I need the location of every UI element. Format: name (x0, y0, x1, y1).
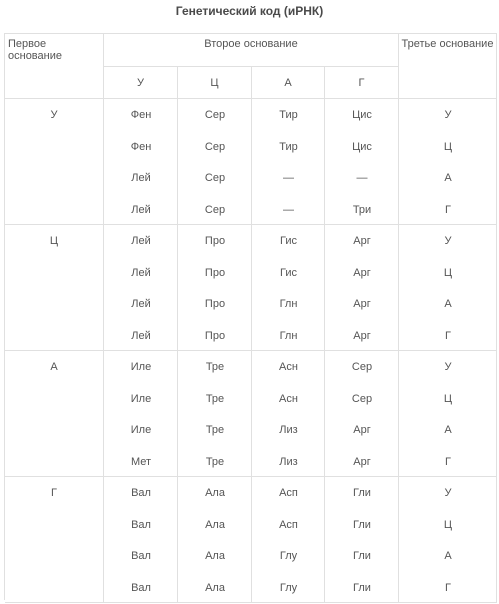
amino-acid-cell: Вал (131, 487, 151, 499)
amino-acid-cell: Сер (204, 172, 226, 185)
amino-acid-cell: Иле (130, 424, 152, 437)
amino-acid-cell: Мет (130, 455, 152, 468)
table-row (5, 572, 497, 604)
table-row (5, 351, 497, 383)
amino-acid-cell: Про (204, 266, 226, 279)
amino-acid-cell: Лей (131, 235, 151, 247)
third-base-cell: У (444, 109, 452, 121)
third-base-cell: Г (445, 203, 451, 216)
amino-acid-cell: Сер (204, 203, 226, 216)
amino-acid-cell: Глн (279, 298, 298, 311)
amino-acid-cell: Сер (204, 109, 226, 121)
header-second-base (104, 34, 399, 67)
amino-acid-cell: Ала (205, 487, 225, 499)
header-third-base (399, 34, 497, 99)
header-second-base-g: Г (325, 67, 399, 99)
table-row (5, 383, 497, 415)
amino-acid-cell: Про (204, 298, 226, 311)
amino-acid-cell: Лей (131, 266, 151, 279)
third-base-cell: У (444, 361, 452, 373)
header-second-base-u: У (104, 67, 178, 99)
amino-acid-cell: Арг (353, 329, 371, 342)
first-base-label: У (50, 109, 58, 121)
amino-acid-cell: Цис (352, 109, 372, 121)
table-row (5, 99, 497, 131)
amino-acid-cell: Вал (131, 550, 151, 563)
amino-acid-cell: Иле (130, 392, 152, 405)
amino-acid-cell: Тре (205, 455, 225, 468)
first-base-label: Г (51, 487, 57, 499)
amino-acid-cell: Асп (279, 487, 298, 499)
amino-acid-cell: Асн (279, 392, 298, 405)
header-second-base-a: А (252, 67, 325, 99)
table-row (5, 194, 497, 226)
amino-acid-cell: Лей (131, 203, 151, 216)
table-row (5, 162, 497, 194)
amino-acid-cell: Лей (131, 329, 151, 342)
third-base-cell: А (444, 424, 452, 437)
table-row (5, 320, 497, 352)
amino-acid-cell: Цис (352, 140, 372, 153)
table-row (5, 131, 497, 163)
third-base-cell: А (444, 550, 452, 563)
table-row (5, 477, 497, 509)
amino-acid-cell: Вал (131, 581, 151, 594)
amino-acid-cell: Арг (353, 455, 371, 468)
amino-acid-cell: Лей (131, 298, 151, 311)
amino-acid-cell: Тре (205, 392, 225, 405)
header-first-label: Первое основание (8, 38, 62, 62)
codon-group (5, 477, 497, 603)
amino-acid-cell: Вал (131, 518, 151, 531)
first-base-label: А (50, 361, 58, 373)
first-base-label: Ц (49, 235, 59, 247)
codon-group (5, 99, 497, 225)
third-base-cell: Ц (443, 392, 453, 405)
amino-acid-cell: Ала (205, 581, 225, 594)
amino-acid-cell: Асп (279, 518, 298, 531)
third-base-cell: Ц (443, 140, 453, 153)
amino-acid-cell: Арг (353, 424, 371, 437)
amino-acid-cell: Глу (279, 581, 298, 594)
header-third-label: Третье основание (401, 38, 494, 50)
amino-acid-cell: Тир (279, 140, 298, 153)
header-second-label: Второе основание (204, 38, 298, 50)
third-base-cell: Г (445, 329, 451, 342)
amino-acid-cell: Гис (280, 266, 297, 279)
header-second-base-c: Ц (178, 67, 252, 99)
amino-acid-cell: Глу (279, 550, 298, 563)
codon-group (5, 351, 497, 477)
table-row (5, 509, 497, 541)
amino-acid-cell: Асн (279, 361, 298, 373)
amino-acid-cell: Гис (280, 235, 297, 247)
third-base-cell: Г (445, 455, 451, 468)
amino-acid-cell: Лиз (279, 455, 298, 468)
amino-acid-cell: Лей (131, 172, 151, 185)
amino-acid-cell: Про (204, 235, 226, 247)
amino-acid-cell: Гли (353, 518, 371, 531)
amino-acid-cell: Ала (205, 550, 225, 563)
amino-acid-cell: Ала (205, 518, 225, 531)
amino-acid-cell: — (283, 203, 294, 216)
table-row (5, 225, 497, 257)
amino-acid-cell: Гли (353, 487, 371, 499)
amino-acid-cell: Арг (353, 235, 371, 247)
third-base-cell: Г (445, 581, 451, 594)
third-base-cell: А (444, 298, 452, 311)
amino-acid-cell: Гли (353, 550, 371, 563)
third-base-cell: У (444, 487, 452, 499)
third-base-cell: Ц (443, 518, 453, 531)
amino-acid-cell: Тир (279, 109, 298, 121)
amino-acid-cell: Гли (353, 581, 371, 594)
amino-acid-cell: Фен (130, 109, 152, 121)
amino-acid-cell: Три (352, 203, 372, 216)
amino-acid-cell: Сер (204, 140, 226, 153)
table-row (5, 540, 497, 572)
amino-acid-cell: — (356, 172, 368, 185)
header-first-base (5, 34, 104, 99)
amino-acid-cell: Сер (351, 392, 373, 405)
amino-acid-cell: Лиз (279, 424, 298, 437)
genetic-code-table (4, 33, 497, 600)
amino-acid-cell: — (283, 172, 294, 185)
table-row (5, 257, 497, 289)
third-base-cell: Ц (443, 266, 453, 279)
amino-acid-cell: Арг (353, 298, 371, 311)
table-row (5, 414, 497, 446)
amino-acid-cell: Фен (130, 140, 152, 153)
third-base-cell: А (444, 172, 452, 185)
table-row (5, 446, 497, 478)
amino-acid-cell: Арг (353, 266, 371, 279)
page-title: Генетический код (иРНК) (175, 4, 324, 18)
third-base-cell: У (444, 235, 452, 247)
amino-acid-cell: Иле (130, 361, 152, 373)
amino-acid-cell: Сер (351, 361, 373, 373)
amino-acid-cell: Тре (205, 424, 225, 437)
amino-acid-cell: Про (204, 329, 226, 342)
table-row (5, 288, 497, 320)
codon-group (5, 225, 497, 351)
amino-acid-cell: Тре (205, 361, 225, 373)
amino-acid-cell: Глн (279, 329, 298, 342)
